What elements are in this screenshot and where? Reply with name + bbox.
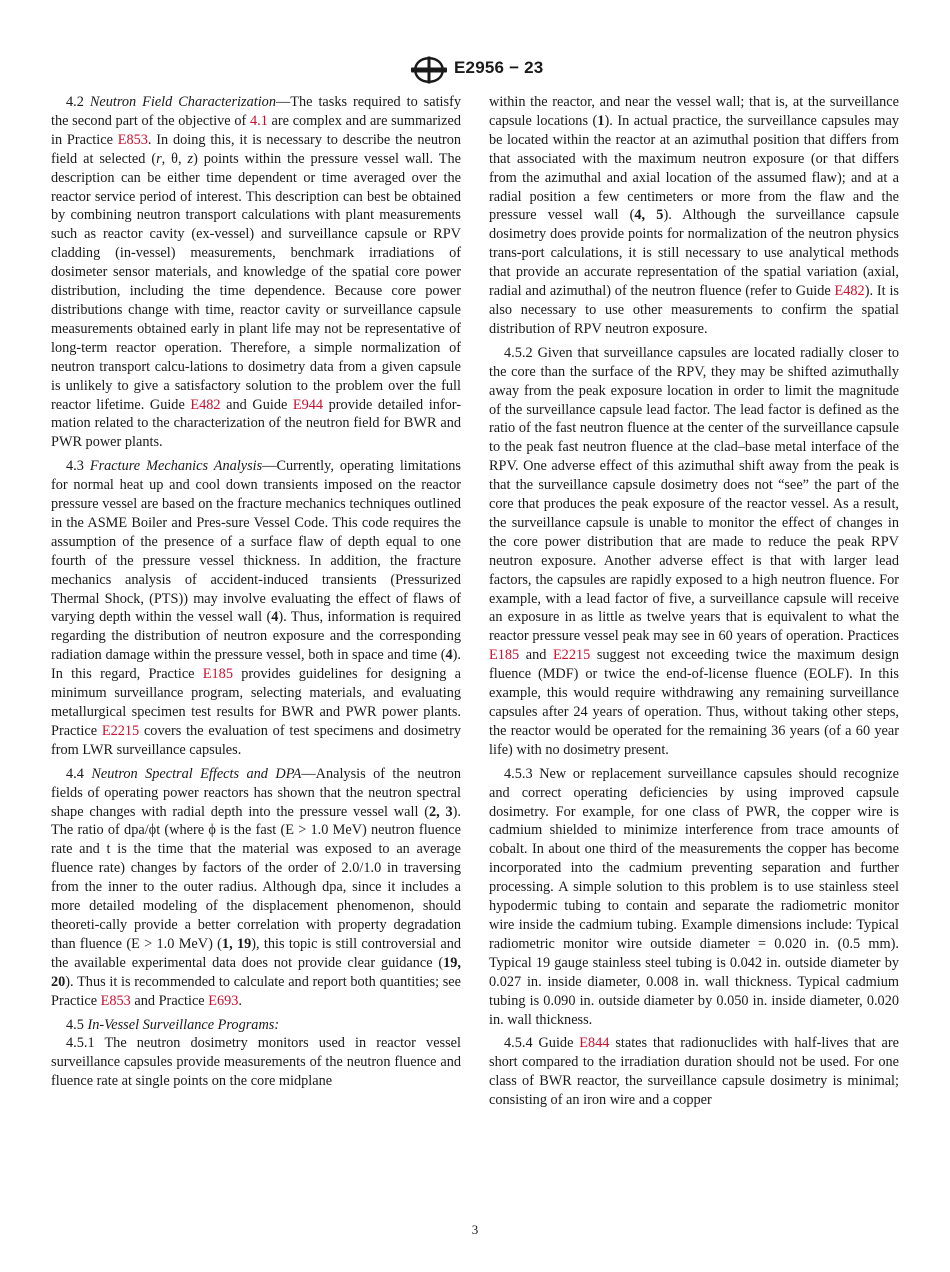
right-column: [489, 93, 899, 1115]
ref-link[interactable]: E853: [117, 131, 148, 148]
section-4-5-1: 4.5.1 The neutron dosimetry monitors used in reactor vessel surveillance capsules provide measurements of the neutron fluence and fluence rate at single points on the core midplane: [51, 1035, 461, 1090]
citation: 4, 5: [634, 207, 664, 224]
document-id: E2956 − 23: [454, 58, 544, 77]
section-4-5-4: 4.5.4 Guide E844 states that radionuclides with half-lives that are short compared to the irradiation duration should not be used. For one class of BWR reactor, the surveillance capsule dosimetry is minimal; consisting of an iron wire and a copper: [489, 1035, 900, 1109]
page-header: [0, 56, 950, 86]
section-4-2: 4.2 Neutron Field Characterization—The tasks required to satisfy the second part of the objective of 4.1 are complex and are summarized in Practice E853. In doing this, it is necessary to describe the neutron field at selected (r, θ, z) points within the pressure vessel wall. The description can be either time dependent or time averaged over the reactor service period of interest. This description can best be obtained by combining neutron transport calculations with plant measurements such as reactor cavity (ex-vessel) and surveillance capsule or RPV cladding (in-vessel) measurements, benchmark irradiations of dosimeter sensor materials, and knowledge of the spatial core power distribution, including the time dependence. Because core power distributions change with time, reactor cavity or surveillance capsule measurements obtained early in plant life may not be representative of long-term reactor operation. Therefore, a simple normalization of neutron transport calcu-lations to dosimetry data from a given capsule is unlikely to give a satisfactory solution to the problem over the full reactor lifetime. Guide E482 and Guide E944 provide detailed infor-mation related to the characterization of the neutron field for BWR and PWR power plants.: [51, 94, 461, 451]
citation: 2, 3: [428, 803, 453, 820]
ref-link[interactable]: E853: [100, 992, 131, 1009]
left-column: [51, 93, 461, 1096]
ref-link[interactable]: E944: [292, 396, 324, 413]
ref-link[interactable]: E185: [489, 647, 520, 664]
ref-link[interactable]: E482: [834, 283, 865, 300]
ref-link[interactable]: E482: [190, 396, 221, 413]
section-4-5-2: 4.5.2 Given that surveillance capsules are located radially closer to the core than the surface of the RPV, they may be shifted azimuthally away from the peak exposure location in order to limit the magnitude of the surveillance capsule lead factor. The lead factor is defined as the ratio of the fast neutron fluence at the center of the surveillance capsule to the peak fast neutron fluence at the clad–base metal interface of the RPV. One adverse effect of this azimuthal shift away from the peak is that the surveillance capsule dosimetry does not “see” the part of the core that produces the peak exposure of the reactor vessel. As a result, the surveillance capsule is unable to monitor the effect of changes in the core power distribution that are made to reduce the peak RPV neutron exposure. Another adverse effect is that with larger lead factors, the capsules are rapidly exposed to a high neutron fluence. For example, with a lead factor of five, a surveillance capsule will receive an exposure in as little as twelve years that is equivalent to what the reactor pressure vessel peak may see in 60 years of operation. Practices E185 and E2215 suggest not exceeding twice the maximum design fluence (MDF) or twice the end-of-license fluence (EOLF). In this example, this would require withdrawing any remaining surveillance capsules after 24 years of operation. Thus, without taking other steps, the reactor would be operated for the remaining 36 years (of a 60 year life) with no dosimetry present.: [489, 344, 900, 758]
citation: 4: [445, 647, 453, 664]
astm-logo-icon: [410, 56, 448, 84]
section-4-5-1-continued: within the reactor, and near the vessel wall; that is, at the surveillance capsule locations (1). In actual practice, the surveillance capsules may be located within the reactor at an azimuthal position that differs from that associated with the maximum neutron exposure (or that differs from the azimuthal and axial location of the assumed flaw); and at a radial position a few centimeters or more from the flaw and the pressure vessel wall (4, 5). Although the surveillance capsule dosimetry does provide points for normalization of the neutron physics trans-port calculations, it is still necessary to use analytical methods that provide an accurate representation of the spatial variation (axial, radial and azimuthal) of the neutron fluence (refer to Guide E482). It is also necessary to use other measurements to confirm the spatial distribution of RPV neutron exposure.: [489, 94, 899, 337]
section-4-5: 4.5 In-Vessel Surveillance Programs:: [66, 1016, 280, 1033]
ref-link[interactable]: E693: [208, 992, 239, 1009]
ref-link[interactable]: 4.1: [249, 112, 268, 129]
section-4-3: 4.3 Fracture Mechanics Analysis—Currently, operating limitations for normal heat up and cool down transients imposed on the reactor pressure vessel are based on the fracture mechanics techniques outlined in the ASME Boiler and Pres-sure Vessel Code. This code requires the assumption of the presence of a surface flaw of depth equal to one fourth of the pressure vessel thickness. In addition, the fracture mechanics analysis of accident-induced transients (Pressurized Thermal Shock, (PTS)) may involve evaluating the effect of flaws of varying depth within the vessel wall (4). Thus, information is required regarding the distribution of neutron exposure and the corresponding radiation damage within the pressure vessel, both in space and time (4). In this regard, Practice E185 provides guidelines for designing a minimum surveillance program, selecting materials, and evaluating metallurgical specimen test results for BWR and PWR power plants. Practice E2215 covers the evaluation of test specimens and dosimetry from LWR surveillance capsules.: [51, 458, 461, 758]
page-number: 3: [471, 1222, 479, 1237]
ref-link[interactable]: E2215: [101, 722, 140, 739]
section-4-4: 4.4 Neutron Spectral Effects and DPA—Analysis of the neutron fields of operating power reactors has shown that the neutron spectral shape changes with radial depth into the pressure vessel wall (2, 3). The ratio of dpa/ϕt (where ϕ is the fast (E > 1.0 MeV) neutron fluence rate and t is the time that the material was exposed to an average fluence rate) changes by factors of the order of 2.0/1.0 in traversing from the inner to the outer radius. Although dpa, since it includes a more detailed modeling of the displacement phenomenon, should theoreti-cally provide a better correlation with property degradation than fluence (E > 1.0 MeV) (1, 19), this topic is still controversial and the available experimental data does not provide clear guidance (19, 20). Thus it is recommended to calculate and report both quantities; see Practice E853 and Practice E693.: [51, 765, 462, 1009]
citation: 1: [597, 112, 605, 129]
section-4-5-3: 4.5.3 New or replacement surveillance capsules should recognize and correct operating deficiencies by using improved capsule dosimetry. For example, for one class of PWR, the copper wire is cadmium shielded to minimize interference from trace amounts of cobalt. In about one third of the measurements the copper has become incorporated into the cadmium preventing separation and further processing. A simple solution to this problem is to use stainless steel hypodermic tubing to contain and separate the radiometric monitor wire inside the cadmium tubing. Example dimensions include: Typical radiometric monitor wire outside diameter = 0.020 in. (0.5 mm). Typical 19 gauge stainless steel tubing is 0.042 in. outside diameter by 0.027 in. inside diameter, 0.008 in. wall thickness. Typical cadmium tubing is 0.090 in. outside diameter by 0.050 in. inside diameter, 0.020 in. wall thickness.: [489, 765, 899, 1028]
citation: 19, 20: [51, 954, 461, 990]
citation: 1, 19: [221, 935, 252, 952]
ref-link[interactable]: E2215: [552, 647, 591, 664]
ref-link[interactable]: E185: [202, 666, 233, 683]
ref-link[interactable]: E844: [579, 1035, 610, 1052]
citation: 4: [271, 609, 279, 626]
